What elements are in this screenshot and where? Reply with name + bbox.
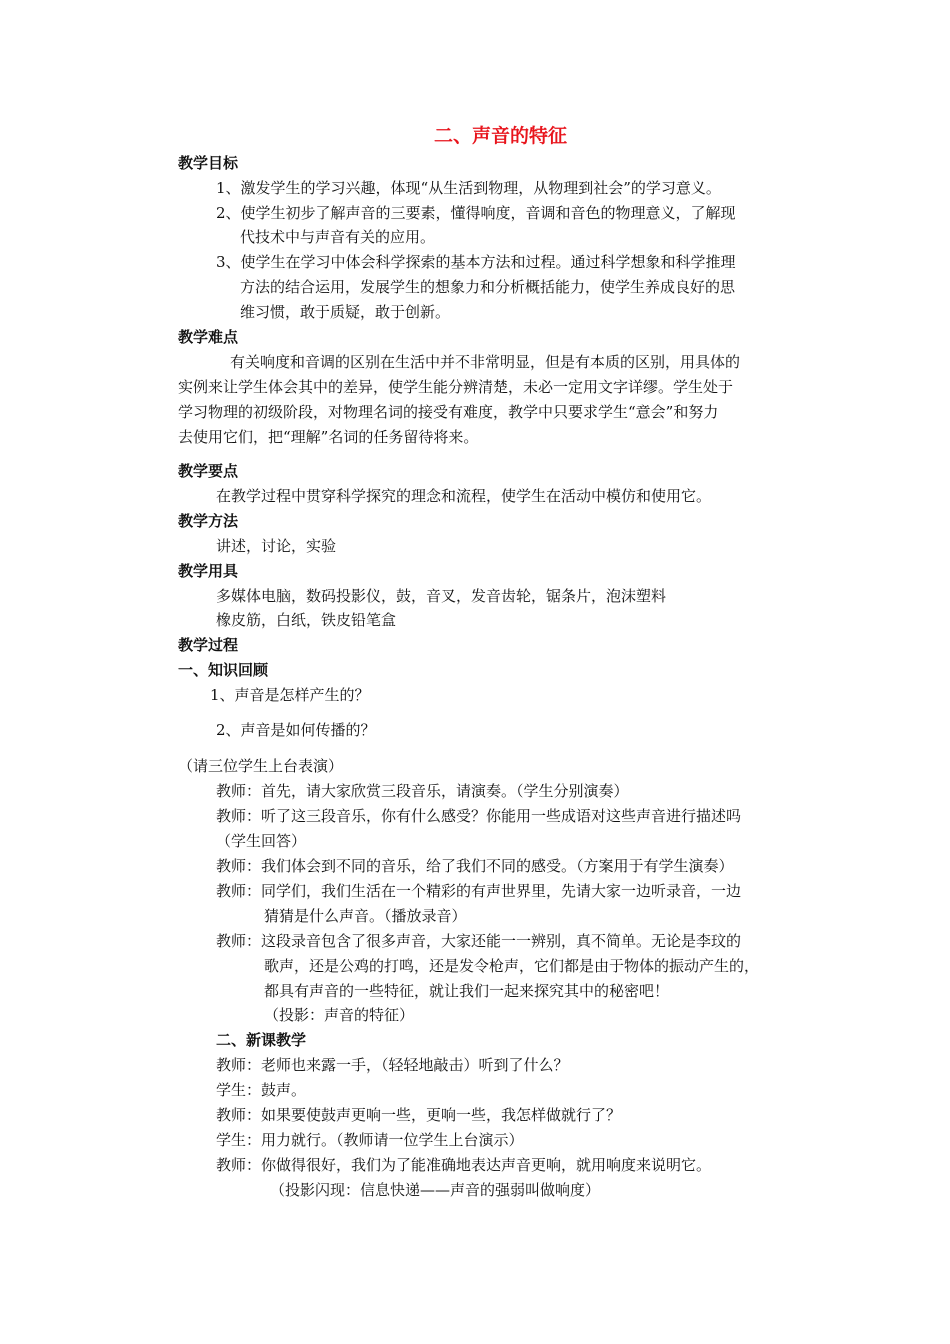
method-heading: 教学方法	[178, 512, 239, 530]
newlesson-line-4: 学生：用力就行。（教师请一位学生上台演示）	[216, 1131, 524, 1149]
newlesson-heading: 二、新课教学	[216, 1031, 307, 1049]
goal-item-3-cont2: 维习惯，敢于质疑，敢于创新。	[240, 303, 451, 321]
review-question-1: 1、声音是怎样产生的？	[210, 686, 370, 704]
goal-item-2-cont: 代技术中与声音有关的应用。	[240, 228, 436, 246]
process-line-7-cont3: （投影：声音的特征）	[264, 1006, 415, 1024]
goals-heading: 教学目标	[178, 154, 239, 172]
goal-item-1: 1、激发学生的学习兴趣，体现“从生活到物理，从物理到社会”的学习意义。	[216, 179, 721, 197]
tools-line-2: 橡皮筋，白纸，铁皮铅笔盒	[216, 611, 397, 629]
process-line-5: 教师：我们体会到不同的音乐，给了我们不同的感受。（方案用于有学生演奏）	[216, 857, 734, 875]
process-line-7-cont2: 都具有声音的一些特征，就让我们一起来探究其中的秘密吧！	[264, 982, 670, 1000]
goal-item-2: 2、使学生初步了解声音的三要素，懂得响度，音调和音色的物理意义，了解现	[216, 204, 736, 222]
newlesson-line-6: （投影闪现：信息快递——声音的强弱叫做响度）	[270, 1181, 601, 1199]
newlesson-line-2: 学生：鼓声。	[216, 1081, 307, 1099]
difficulty-heading: 教学难点	[178, 328, 239, 346]
difficulty-line-1: 有关响度和音调的区别在生活中并不非常明显，但是有本质的区别，用具体的	[230, 353, 741, 371]
review-heading: 一、知识回顾	[178, 661, 269, 679]
keypoints-line-1: 在教学过程中贯穿科学探究的理念和流程，使学生在活动中模仿和使用它。	[216, 487, 712, 505]
difficulty-line-3: 学习物理的初级阶段，对物理名词的接受有难度，教学中只要求学生“意会”和努力	[178, 403, 719, 421]
process-line-7: 教师：这段录音包含了很多声音，大家还能一一辨别，真不简单。无论是李玟的	[216, 932, 742, 950]
process-line-4: （学生回答）	[216, 832, 307, 850]
process-line-6: 教师：同学们，我们生活在一个精彩的有声世界里，先请大家一边听录音，一边	[216, 882, 742, 900]
process-line-1: （请三位学生上台表演）	[178, 757, 344, 775]
tools-line-1: 多媒体电脑，数码投影仪，鼓，音叉，发音齿轮，锯条片，泡沫塑料	[216, 587, 667, 605]
newlesson-line-5: 教师：你做得很好，我们为了能准确地表达声音更响，就用响度来说明它。	[216, 1156, 712, 1174]
goal-item-3-cont: 方法的结合运用，发展学生的想象力和分析概括能力，使学生养成良好的思	[240, 278, 736, 296]
newlesson-line-1: 教师：老师也来露一手，（轻轻地敲击）听到了什么？	[216, 1056, 569, 1074]
goal-item-3: 3、使学生在学习中体会科学探索的基本方法和过程。通过科学想象和科学推理	[216, 253, 736, 271]
process-line-7-cont: 歌声，还是公鸡的打鸣，还是发令枪声，它们都是由于物体的振动产生的，	[264, 957, 760, 975]
keypoints-heading: 教学要点	[178, 462, 239, 480]
tools-heading: 教学用具	[178, 562, 239, 580]
page-title: 二、声音的特征	[434, 125, 568, 147]
difficulty-line-2: 实例来让学生体会其中的差异，使学生能分辨清楚，未必一定用文字详缪。学生处于	[178, 378, 734, 396]
process-heading: 教学过程	[178, 636, 239, 654]
process-line-2: 教师：首先，请大家欣赏三段音乐，请演奏。（学生分别演奏）	[216, 782, 629, 800]
process-line-6-cont: 猜猜是什么声音。（播放录音）	[264, 907, 467, 925]
difficulty-line-4: 去使用它们，把“理解”名词的任务留待将来。	[178, 428, 479, 446]
review-question-2: 2、声音是如何传播的？	[216, 721, 376, 739]
method-line-1: 讲述，讨论，实验	[216, 537, 337, 555]
process-line-3: 教师：听了这三段音乐，你有什么感受？你能用一些成语对这些声音进行描述吗	[216, 807, 742, 825]
newlesson-line-3: 教师：如果要使鼓声更响一些，更响一些，我怎样做就行了？	[216, 1106, 622, 1124]
